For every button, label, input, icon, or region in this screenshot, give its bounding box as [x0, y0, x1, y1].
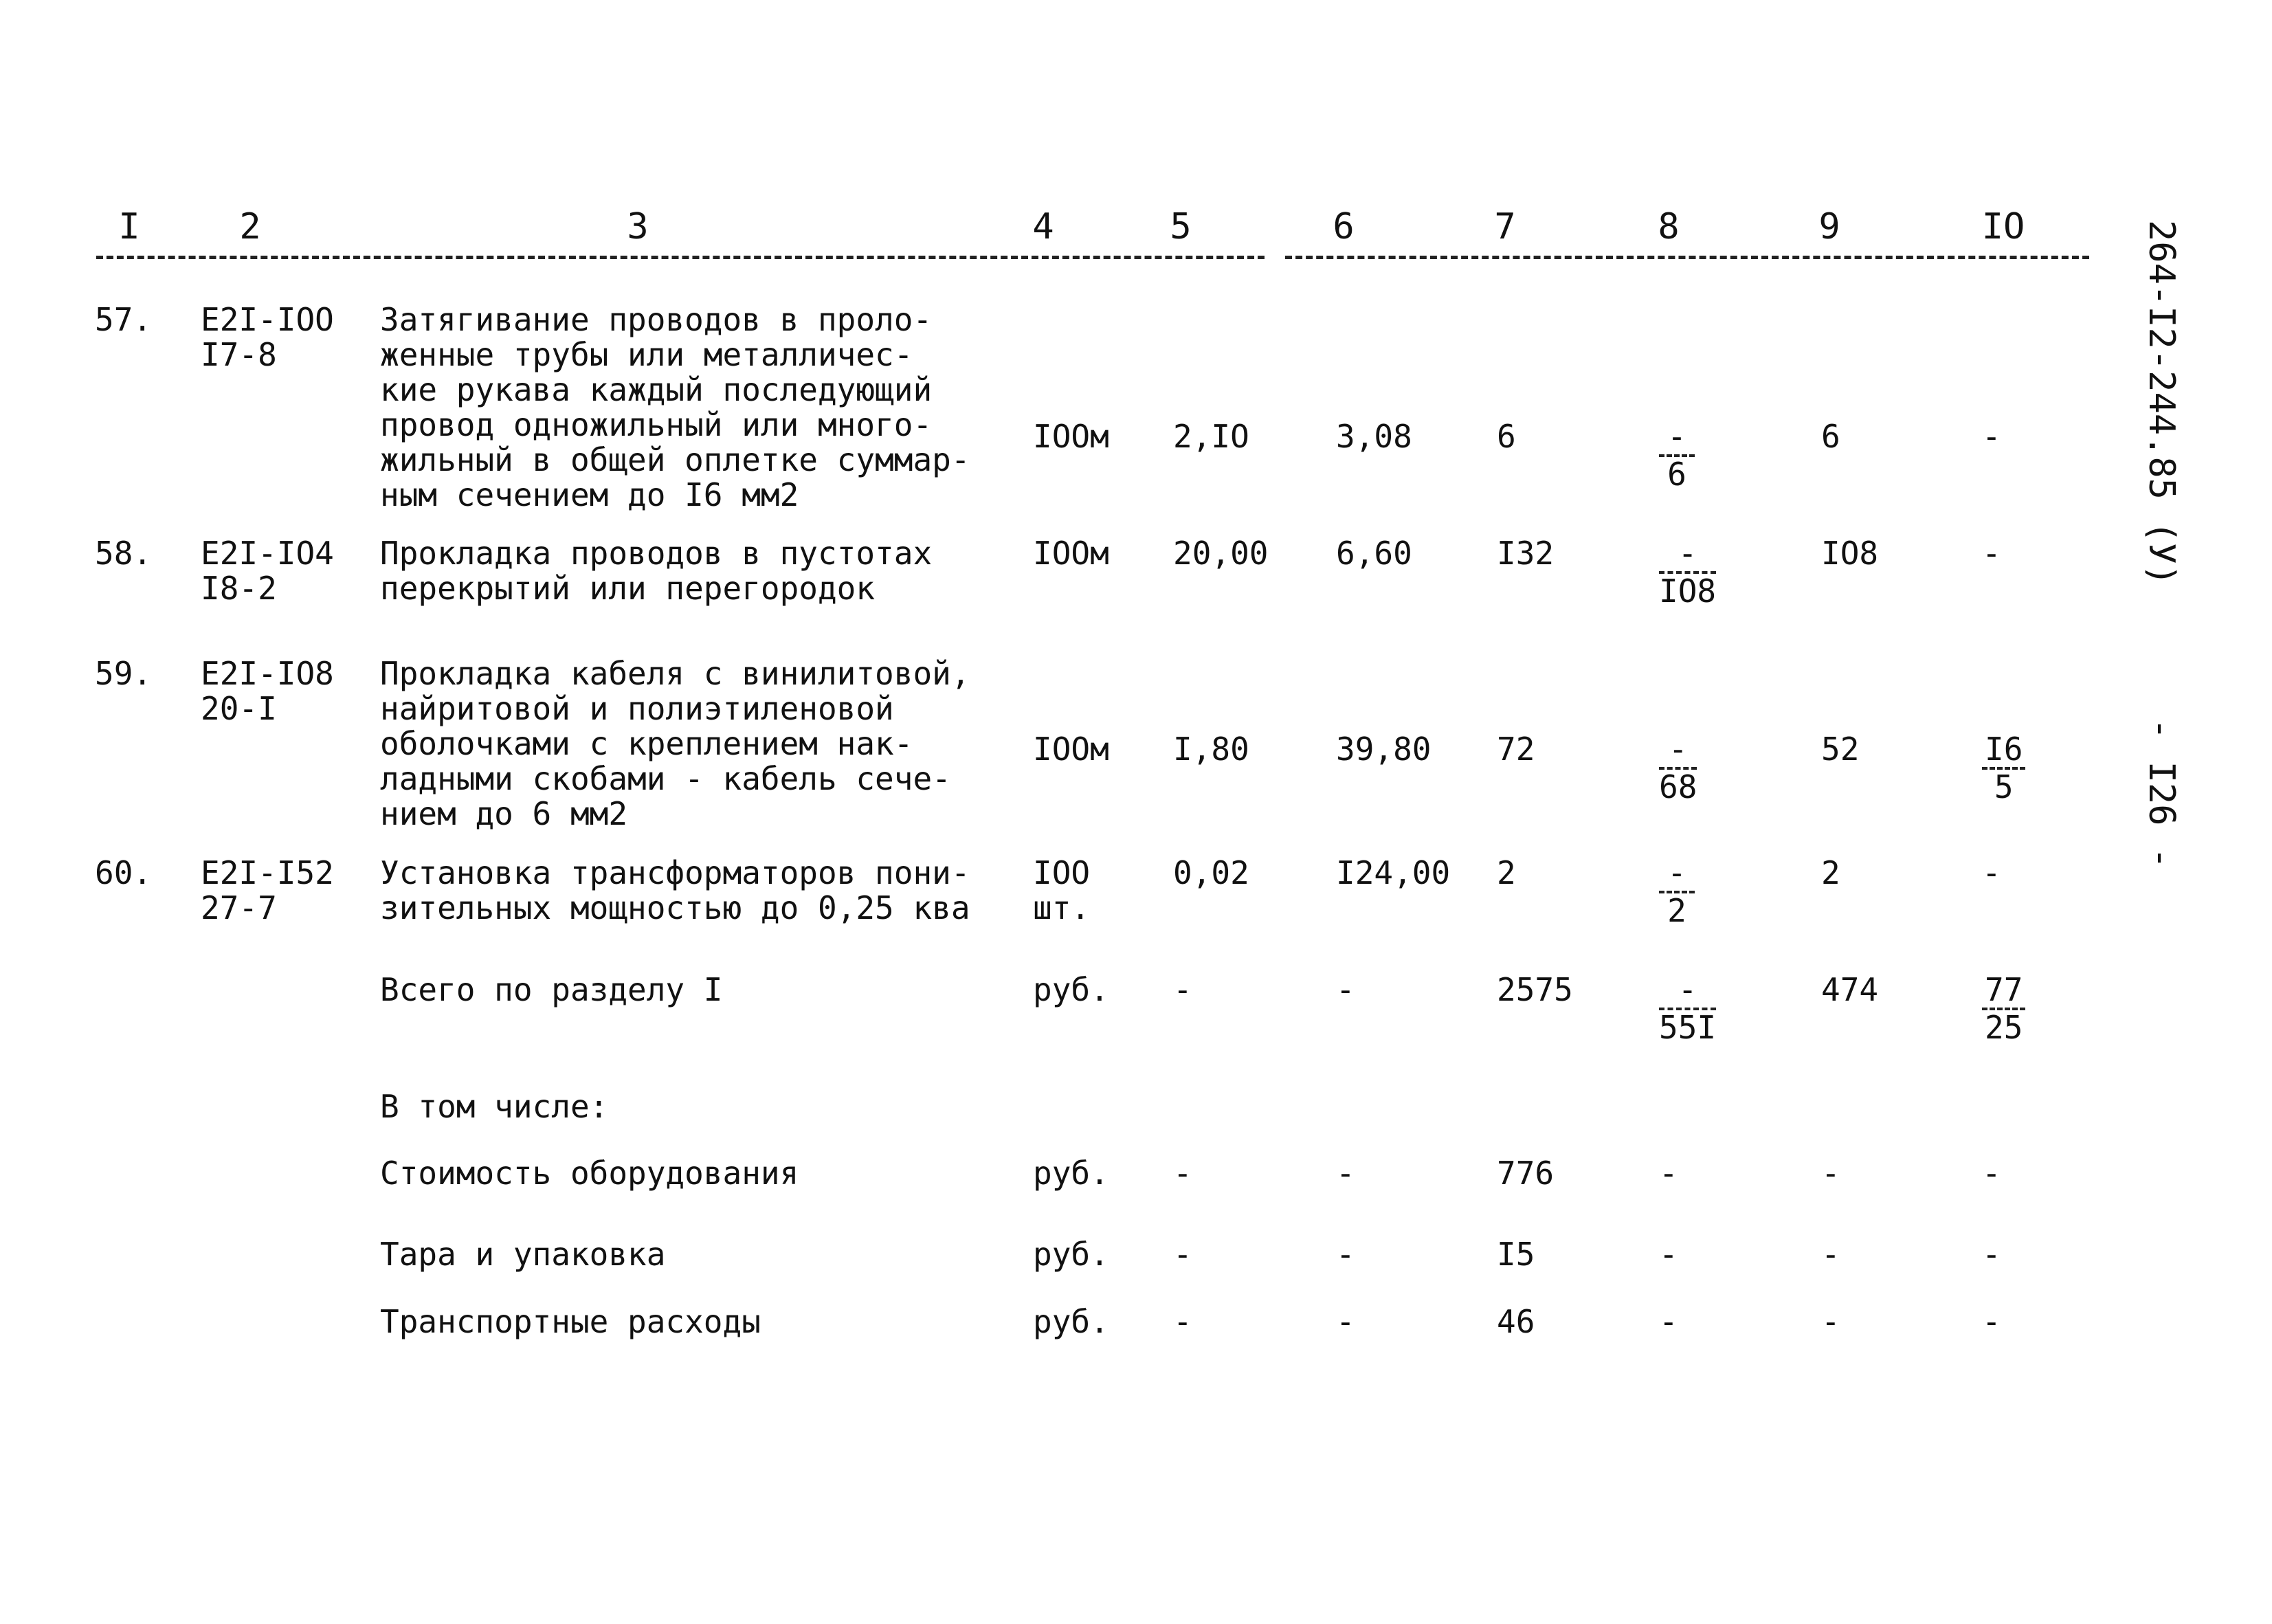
column-header-9: 9	[1818, 206, 1840, 247]
quantity: -	[1173, 1303, 1192, 1340]
row-number: 60.	[95, 854, 153, 891]
unit-price: -	[1336, 1236, 1355, 1273]
unit: IOO шт.	[1033, 854, 1091, 926]
column-8-fraction: - IO8	[1659, 535, 1717, 610]
column-8-value: -	[1659, 1303, 1678, 1340]
column-8-fraction: - 6	[1659, 419, 1695, 492]
unit: IOOм	[1033, 418, 1109, 455]
total-cost: I32	[1497, 535, 1555, 572]
unit: руб.	[1033, 1303, 1109, 1340]
total-cost: 776	[1497, 1155, 1555, 1192]
unit: руб.	[1033, 1155, 1109, 1192]
quantity: 20,00	[1173, 535, 1269, 572]
column-8-value: -	[1659, 1155, 1678, 1192]
breakdown-label: Стоимость оборудования	[380, 1155, 799, 1192]
quantity: -	[1173, 1155, 1192, 1192]
work-description: Прокладка проводов в пустотах перекрытий или перегородок	[380, 535, 933, 607]
column-8-value: -	[1659, 1236, 1678, 1273]
column-header-5: 5	[1170, 206, 1192, 247]
total-cost: 72	[1497, 731, 1535, 768]
unit-price: I24,00	[1336, 854, 1451, 891]
unit: IOOм	[1033, 535, 1109, 572]
page-number-label: - I26 -	[2141, 718, 2182, 869]
total-cost: 46	[1497, 1303, 1535, 1340]
quantity: -	[1173, 1236, 1192, 1273]
unit-price: 3,08	[1336, 418, 1412, 455]
unit: IOOм	[1033, 731, 1109, 768]
column-header-4: 4	[1032, 206, 1054, 247]
column-8-fraction: - 68	[1659, 731, 1697, 805]
unit: руб.	[1033, 1236, 1109, 1273]
column-9-value: 52	[1821, 731, 1860, 768]
column-header-1: I	[118, 206, 140, 247]
column-header-3: 3	[627, 206, 649, 247]
quantity: 0,02	[1173, 854, 1249, 891]
work-description: Установка трансформаторов пони- зительных мощностью до 0,25 ква	[380, 854, 970, 926]
column-8-fraction: - 55I	[1659, 971, 1717, 1046]
column-10-value: -	[1982, 418, 2001, 455]
column-9-value: IO8	[1821, 535, 1879, 572]
unit-price: 39,80	[1336, 731, 1432, 768]
column-9-value: -	[1821, 1236, 1840, 1273]
column-header-7: 7	[1494, 206, 1516, 247]
column-header-8: 8	[1658, 206, 1680, 247]
column-9-value: -	[1821, 1155, 1840, 1192]
quantity: I,80	[1173, 731, 1249, 768]
work-description: Прокладка кабеля с винилитовой, найритовой и полиэтиленовой оболочками с креплением нак- ладными скобами - кабель сече- нием до 6 мм2	[380, 655, 970, 832]
total-cost: I5	[1497, 1236, 1535, 1273]
column-header-6: 6	[1333, 206, 1355, 247]
column-header-2: 2	[239, 206, 261, 247]
price-code: E2I-IO4 I8-2	[201, 535, 334, 607]
unit: руб.	[1033, 971, 1109, 1008]
column-9-value: 2	[1821, 854, 1840, 891]
row-number: 57.	[95, 301, 153, 338]
document-code-label: 264-I2-244.85 (У)	[2141, 220, 2182, 586]
column-10-value: -	[1982, 854, 2001, 891]
unit-price: -	[1336, 1155, 1355, 1192]
row-number: 58.	[95, 535, 153, 572]
unit-price: -	[1336, 1303, 1355, 1340]
column-10-fraction: $\frac{I6}{5}$	[1982, 732, 2025, 805]
column-10-fraction: $\frac{77}{25}$	[1982, 972, 2025, 1045]
price-code: E2I-IO8 20-I	[201, 655, 334, 727]
column-10-value: -	[1982, 1303, 2001, 1340]
quantity: 2,IO	[1173, 418, 1249, 455]
including-label: В том числе:	[380, 1088, 609, 1125]
header-rule-left	[96, 256, 1265, 259]
unit-price: -	[1336, 971, 1355, 1008]
total-cost: 6	[1497, 418, 1516, 455]
total-cost: 2	[1497, 854, 1516, 891]
price-code: E2I-I52 27-7	[201, 854, 334, 926]
row-number: 59.	[95, 655, 153, 692]
column-header-10: IO	[1981, 206, 2025, 247]
column-9-value: 474	[1821, 971, 1879, 1008]
section-total-label: Всего по разделу I	[380, 971, 723, 1008]
column-10-value: -	[1982, 1155, 2001, 1192]
column-10-value: -	[1982, 535, 2001, 572]
breakdown-label: Транспортные расходы	[380, 1303, 761, 1340]
column-8-fraction: - 2	[1659, 856, 1695, 928]
unit-price: 6,60	[1336, 535, 1412, 572]
column-9-value: -	[1821, 1303, 1840, 1340]
total-cost: 2575	[1497, 971, 1573, 1008]
column-10-value: -	[1982, 1236, 2001, 1273]
quantity: -	[1173, 971, 1192, 1008]
column-9-value: 6	[1821, 418, 1840, 455]
price-code: E2I-IOO I7-8	[201, 301, 334, 373]
work-description: Затягивание проводов в проло- женные трубы или металличес- кие рукава каждый последующий провод одножильный или много- жильный в общей оплетке суммар- ным сечением до I6 мм2	[380, 301, 970, 513]
header-rule-right	[1285, 256, 2089, 259]
breakdown-label: Тара и упаковка	[380, 1236, 666, 1273]
